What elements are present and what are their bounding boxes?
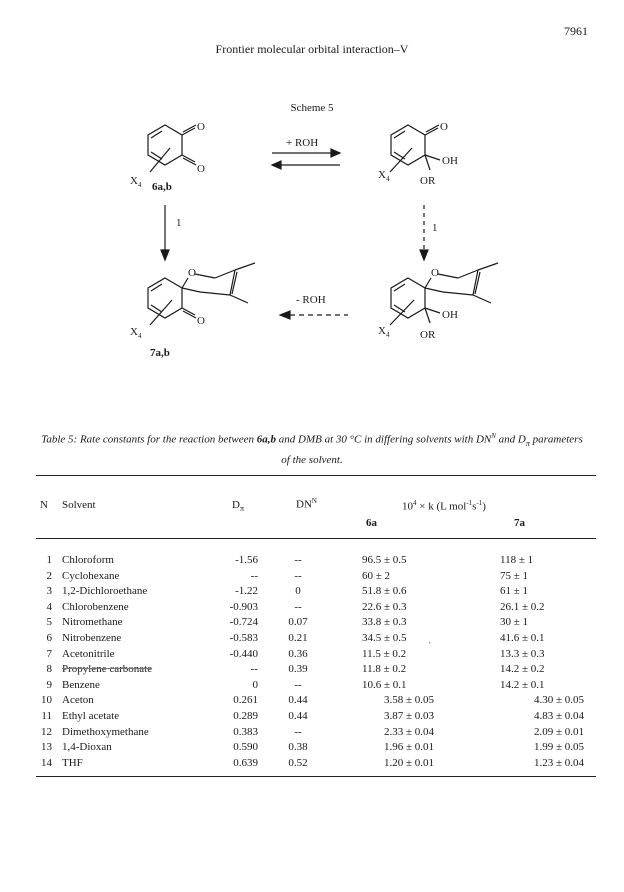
cell-solvent: Benzene: [62, 678, 100, 691]
down-arrow-right: [420, 205, 428, 260]
table-row: [36, 694, 596, 710]
cell-dpi: 0.383: [233, 725, 258, 738]
cell-n: 9: [46, 678, 52, 691]
cell-n: 4: [46, 600, 52, 613]
cell-k-6a: 3.87 ± 0.03: [383, 709, 434, 722]
cell-k-7a: 14.2 ± 0.1: [500, 678, 545, 691]
cell-k-7a: 61 ± 1: [500, 585, 529, 598]
table-caption: Table 5: Rate constants for the reaction between 6a,b and DMB at 30 °C in differing solvents with $DN^N$ and $D_\pi$ parameters of the solvent.: [41, 432, 583, 466]
cell-k-6a: 33.8 ± 0.3: [362, 616, 407, 629]
cell-n: 3: [46, 585, 52, 598]
cell-k-6a: 2.33 ± 0.04: [383, 725, 434, 738]
table-row: [36, 710, 596, 726]
cell-dpi: 0.261: [233, 694, 258, 707]
label-or: OR: [420, 175, 436, 187]
cell-dpi: -1.22: [235, 585, 258, 598]
label-minus-roh: - ROH: [296, 294, 326, 306]
cell-k-6a: 3.58 ± 0.05: [383, 694, 434, 707]
table-row: [36, 679, 596, 695]
cell-n: 2: [46, 569, 52, 582]
label-o: O: [197, 163, 205, 175]
header-dn: $DN^N$: [296, 497, 317, 511]
cell-mark: ˌ: [428, 631, 432, 644]
cell-n: 10: [41, 694, 52, 707]
cell-solvent: Acetonitrile: [62, 647, 115, 660]
table-row: [36, 741, 596, 757]
label-o: O: [188, 267, 196, 279]
cell-dn: 0: [295, 585, 301, 598]
label-o: O: [197, 315, 205, 327]
cell-k-6a: 11.8 ± 0.2: [362, 663, 407, 676]
cell-n: 8: [46, 663, 52, 676]
reaction-scheme: [0, 110, 624, 380]
cell-n: 11: [41, 709, 52, 722]
label-x-sub: 4: [386, 175, 390, 183]
cell-dn: 0.07: [288, 616, 308, 629]
cell-dn: 0.52: [288, 756, 308, 769]
cell-k-6a: 1.96 ± 0.01: [383, 741, 434, 754]
table-body: [36, 554, 596, 772]
cell-solvent: Propylene carbonate: [62, 663, 153, 676]
cell-dpi: -0.440: [229, 647, 258, 660]
cell-dn: --: [294, 554, 302, 566]
header-n: N: [40, 499, 48, 511]
running-title: Frontier molecular orbital interaction–V: [215, 42, 409, 56]
cell-k-6a: 51.8 ± 0.6: [362, 585, 407, 598]
label-x-sub: 4: [138, 332, 142, 340]
cell-n: 1: [46, 554, 52, 566]
cell-dn: --: [294, 678, 302, 691]
cell-k-7a: 30 ± 1: [500, 616, 529, 629]
cell-k-7a: 13.3 ± 0.3: [500, 647, 545, 660]
label-oh: OH: [442, 309, 458, 321]
cell-n: 12: [41, 725, 52, 738]
down-arrow-left: [161, 205, 169, 260]
header-solvent: Solvent: [62, 499, 96, 511]
cell-dn: 0.39: [288, 663, 308, 676]
cell-dn: 0.36: [288, 647, 308, 660]
label-7ab: 7a,b: [150, 347, 170, 359]
label-x-sub: 4: [386, 331, 390, 339]
cell-solvent: Cyclohexane: [62, 569, 120, 582]
cell-k-6a: 60 ± 2: [362, 569, 391, 582]
label-x: X: [130, 326, 138, 338]
cell-k-7a: 1.99 ± 0.05: [533, 741, 584, 754]
cell-n: 6: [46, 631, 52, 644]
table-top-rule: [36, 475, 596, 476]
cell-solvent: 1,4-Dioxan: [62, 741, 112, 754]
table-row: [36, 648, 596, 664]
step-label-left: 1: [176, 217, 182, 229]
cell-k-7a: 41.6 ± 0.1: [500, 631, 545, 644]
cell-n: 14: [41, 756, 52, 769]
cell-k-7a: 2.09 ± 0.01: [533, 725, 584, 738]
cell-k-6a: 96.5 ± 0.5: [362, 554, 407, 566]
cell-n: 7: [46, 647, 52, 660]
cell-k-7a: 75 ± 1: [500, 569, 529, 582]
cell-dpi: 0.639: [233, 756, 258, 769]
table-header-rule: [36, 538, 596, 539]
cell-solvent: Ethyl acetate: [62, 709, 120, 722]
label-x: X: [130, 175, 138, 187]
cell-n: 5: [46, 616, 52, 629]
cell-dn: --: [294, 569, 302, 582]
cell-dpi: --: [250, 663, 258, 676]
cell-dpi: -0.583: [229, 631, 258, 644]
table-row: [36, 601, 596, 617]
step-label-right: 1: [432, 222, 438, 234]
cell-dn: 0.38: [288, 741, 308, 754]
header-6a: 6a: [366, 517, 377, 529]
table-row: [36, 570, 596, 586]
label-x: X: [378, 169, 386, 181]
cell-dpi: 0.590: [233, 741, 258, 754]
cell-k-6a: 10.6 ± 0.1: [362, 678, 407, 691]
table-row: [36, 585, 596, 601]
cell-solvent: Chloroform: [62, 554, 114, 566]
label-x-sub: 4: [138, 181, 142, 189]
cell-solvent: 1,2-Dichloroethane: [62, 585, 148, 598]
cell-dpi: 0.289: [233, 709, 258, 722]
header-k: $10^4 \times k$ (L $mol^{-1}s^{-1}$): [402, 499, 486, 513]
table-row: [36, 663, 596, 679]
cell-dpi: -0.903: [229, 600, 258, 613]
cell-k-6a: 1.20 ± 0.01: [383, 756, 434, 769]
cell-k-7a: 14.2 ± 0.2: [500, 663, 545, 676]
cell-n: 13: [41, 741, 52, 754]
cell-dn: 0.44: [288, 709, 308, 722]
label-6ab: 6a,b: [152, 181, 172, 193]
cell-dn: 0.21: [288, 631, 308, 644]
page-number: 7961: [564, 24, 588, 38]
cell-dn: --: [294, 725, 302, 738]
cell-k-7a: 4.83 ± 0.04: [533, 709, 584, 722]
header-7a: 7a: [514, 517, 525, 529]
table-row: [36, 554, 596, 570]
cell-dpi: -1.56: [235, 554, 258, 566]
cell-solvent: Dimethoxymethane: [62, 725, 149, 738]
label-o: O: [431, 267, 439, 279]
cell-k-7a: 26.1 ± 0.2: [500, 600, 545, 613]
table-bottom-rule: [36, 776, 596, 777]
table-row: [36, 726, 596, 742]
cell-dpi: --: [250, 569, 258, 582]
cell-k-6a: 22.6 ± 0.3: [362, 600, 407, 613]
label-or: OR: [420, 329, 436, 341]
cell-k-6a: 11.5 ± 0.2: [362, 647, 407, 660]
label-o: O: [197, 121, 205, 133]
label-plus-roh: + ROH: [286, 137, 319, 149]
cell-dn: 0.44: [288, 694, 308, 707]
cell-dn: --: [294, 600, 302, 613]
header-dpi: $D_\pi$: [232, 499, 244, 514]
cell-k-6a: 34.5 ± 0.5: [362, 631, 407, 644]
label-o: O: [440, 121, 448, 133]
label-oh: OH: [442, 155, 458, 167]
cell-solvent: Chlorobenzene: [62, 600, 129, 613]
cell-dpi: 0: [252, 678, 258, 691]
table-row: [36, 757, 596, 773]
table-row: [36, 632, 596, 648]
equilibrium-arrows: [272, 149, 340, 169]
cell-dpi: -0.724: [229, 616, 258, 629]
cell-solvent: Nitromethane: [62, 616, 123, 629]
cell-solvent: Nitrobenzene: [62, 631, 122, 644]
cell-k-7a: 1.23 ± 0.04: [533, 756, 584, 769]
dashed-arrow: [280, 311, 348, 319]
structure-6: [148, 125, 196, 172]
cell-solvent: Aceton: [62, 694, 94, 707]
cell-k-7a: 118 ± 1: [500, 554, 534, 566]
cell-k-7a: 4.30 ± 0.05: [533, 694, 584, 707]
scheme-label: Scheme 5: [290, 102, 334, 114]
cell-solvent: THF: [62, 756, 83, 769]
structure-hemiketal: [390, 125, 440, 172]
table-row: [36, 616, 596, 632]
label-x: X: [378, 325, 386, 337]
